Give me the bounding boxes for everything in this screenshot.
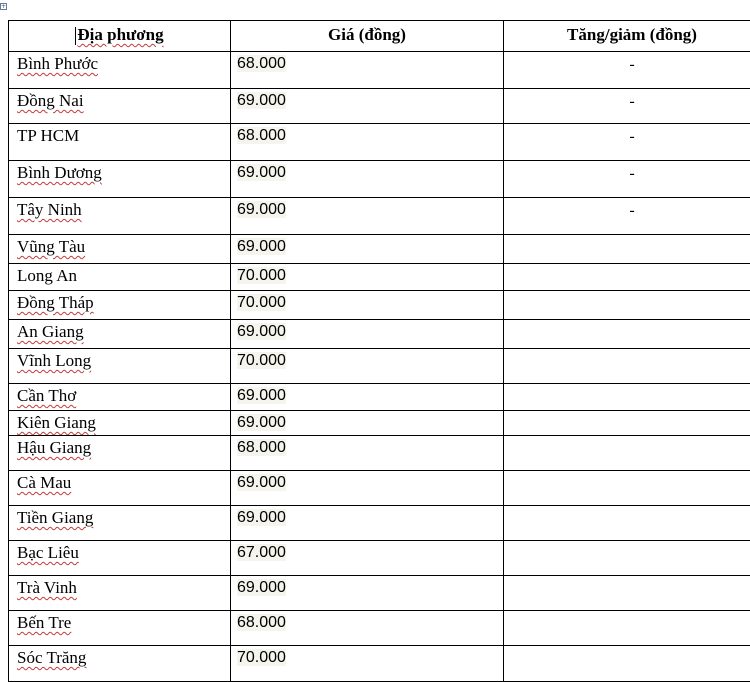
table-row <box>9 235 750 264</box>
table-row <box>9 541 750 576</box>
cell-change[interactable] <box>504 291 750 320</box>
cell-change[interactable]: - <box>504 89 750 124</box>
table-row <box>9 198 750 235</box>
cell-location[interactable]: Hậu Giang <box>9 436 231 471</box>
cell-change[interactable] <box>504 384 750 411</box>
cell-price[interactable]: 69.000 <box>231 471 504 506</box>
table-header-row <box>9 21 750 52</box>
cell-location[interactable]: TP HCM <box>9 124 231 161</box>
header-price[interactable]: Giá (đồng) <box>231 21 504 52</box>
cell-location[interactable]: Bạc Liêu <box>9 541 231 576</box>
table-row <box>9 124 750 161</box>
price-table <box>8 20 750 682</box>
cell-change[interactable] <box>504 506 750 541</box>
cell-price[interactable]: 69.000 <box>231 506 504 541</box>
cell-location[interactable]: An Giang <box>9 320 231 349</box>
table-row <box>9 576 750 611</box>
cell-location[interactable]: Sóc Trăng <box>9 646 231 682</box>
cell-location[interactable]: Bến Tre <box>9 611 231 646</box>
cell-price[interactable]: 70.000 <box>231 291 504 320</box>
cell-price[interactable]: 68.000 <box>231 611 504 646</box>
cell-change[interactable] <box>504 541 750 576</box>
cell-location[interactable]: Cần Thơ <box>9 384 231 411</box>
table-row <box>9 436 750 471</box>
cell-price[interactable]: 69.000 <box>231 235 504 264</box>
table-row <box>9 384 750 411</box>
cell-location[interactable]: Bình Dương <box>9 161 231 198</box>
cell-price[interactable]: 69.000 <box>231 320 504 349</box>
cell-price[interactable]: 68.000 <box>231 124 504 161</box>
cell-change[interactable] <box>504 411 750 436</box>
cell-change[interactable] <box>504 646 750 682</box>
cell-price[interactable]: 69.000 <box>231 411 504 436</box>
cell-location[interactable]: Bình Phước <box>9 52 231 89</box>
cell-price[interactable]: 69.000 <box>231 89 504 124</box>
cell-location[interactable]: Vĩnh Long <box>9 349 231 384</box>
cell-price[interactable]: 69.000 <box>231 384 504 411</box>
cell-location[interactable]: Đồng Nai <box>9 89 231 124</box>
header-location[interactable]: Địa phương <box>9 21 231 52</box>
cell-price[interactable]: 70.000 <box>231 349 504 384</box>
table-row <box>9 506 750 541</box>
cell-price[interactable]: 68.000 <box>231 52 504 89</box>
cell-change[interactable] <box>504 235 750 264</box>
table-row <box>9 89 750 124</box>
cell-location[interactable]: Vũng Tàu <box>9 235 231 264</box>
cell-location[interactable]: Kiên Giang <box>9 411 231 436</box>
cell-price[interactable]: 70.000 <box>231 646 504 682</box>
cell-change[interactable]: - <box>504 124 750 161</box>
table-row <box>9 291 750 320</box>
cell-location[interactable]: Long An <box>9 264 231 291</box>
cell-price[interactable]: 68.000 <box>231 436 504 471</box>
cell-price[interactable]: 70.000 <box>231 264 504 291</box>
cell-change[interactable]: - <box>504 52 750 89</box>
cell-price[interactable]: 69.000 <box>231 198 504 235</box>
cell-location[interactable]: Tây Ninh <box>9 198 231 235</box>
cell-price[interactable]: 67.000 <box>231 541 504 576</box>
cell-location[interactable]: Tiền Giang <box>9 506 231 541</box>
table-row <box>9 411 750 436</box>
table-row <box>9 264 750 291</box>
table-row <box>9 646 750 682</box>
cell-change[interactable] <box>504 471 750 506</box>
table-row <box>9 52 750 89</box>
table-row <box>9 161 750 198</box>
header-change[interactable]: Tăng/giảm (đồng) <box>504 21 750 52</box>
table-move-handle-icon[interactable]: + <box>0 3 7 10</box>
cell-location[interactable]: Đồng Tháp <box>9 291 231 320</box>
table-row <box>9 320 750 349</box>
table-row <box>9 611 750 646</box>
cell-change[interactable] <box>504 436 750 471</box>
cell-location[interactable]: Trà Vinh <box>9 576 231 611</box>
cell-change[interactable] <box>504 264 750 291</box>
cell-change[interactable] <box>504 320 750 349</box>
cell-change[interactable] <box>504 576 750 611</box>
table-row <box>9 349 750 384</box>
table-row <box>9 471 750 506</box>
cell-change[interactable] <box>504 349 750 384</box>
cell-price[interactable]: 69.000 <box>231 161 504 198</box>
cell-price[interactable]: 69.000 <box>231 576 504 611</box>
cell-change[interactable] <box>504 611 750 646</box>
cell-location[interactable]: Cà Mau <box>9 471 231 506</box>
cell-change[interactable]: - <box>504 161 750 198</box>
cell-change[interactable]: - <box>504 198 750 235</box>
